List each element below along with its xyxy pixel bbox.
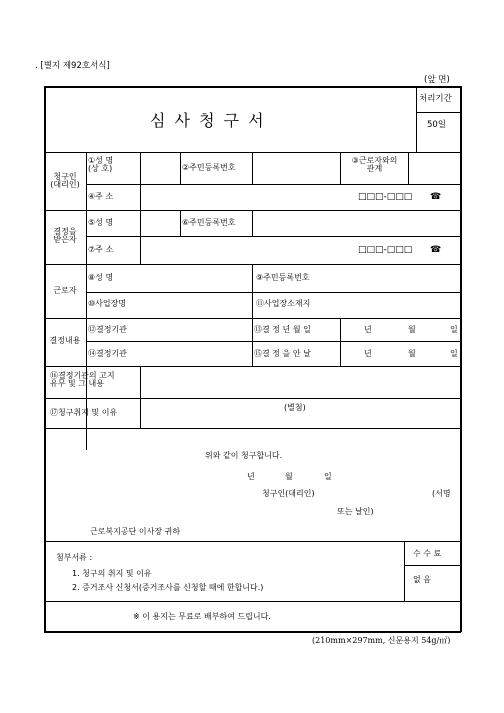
decision-group-label: 결정내용 [49, 336, 81, 345]
recipient-address-label: ⑦주 소 [88, 245, 114, 254]
claimant-relation-label: ③근로자와의 관계 [351, 156, 398, 174]
seal-note: 또는 날인) [337, 507, 374, 516]
month-label: 월 [408, 325, 416, 334]
date-month: 월 [285, 472, 293, 481]
page-side-label: (앞 면) [424, 75, 450, 85]
recipient-name-label: ⑤성 명 [88, 218, 114, 227]
processing-period-value: 50일 [427, 120, 447, 130]
month-label: 월 [408, 349, 416, 358]
statement-text: 위와 같이 청구합니다. [205, 451, 283, 460]
claimant-address-label: ④주 소 [88, 192, 114, 201]
form-title: 심 사 청 구 서 [150, 111, 266, 130]
year-label: 년 [364, 325, 372, 334]
form-reference: . [별지 제92호서식] [35, 61, 110, 71]
recipient-rrn-label: ⑥주민등록번호 [182, 218, 236, 227]
worker-rrn-label: ⑨주민등록번호 [256, 273, 310, 282]
free-distribution-note: ※ 이 용지는 무료로 배부하여 드립니다. [133, 612, 271, 621]
notice-label: ⑯결정기관의 고지 유무 및 그 내용 [50, 371, 115, 389]
claimant-group-label: 청구인 (대리인) [50, 172, 80, 190]
year-label: 년 [364, 349, 372, 358]
phone-icon: ☎ [430, 245, 442, 255]
processing-period-label: 처리기간 [419, 94, 452, 104]
claimant-rrn-label: ②주민등록번호 [182, 163, 236, 172]
attachments-title: 첨부서류 : [56, 553, 93, 562]
worker-name-label: ⑧성 명 [88, 273, 114, 282]
claimant-name-label: ①성 명 (상 호) [88, 156, 114, 174]
recipient-phone: □□□-□□□ [358, 245, 413, 255]
day-label: 일 [450, 349, 458, 358]
phone-icon: ☎ [430, 192, 442, 202]
purpose-label: ⑰청구취지 및 이유 [50, 408, 118, 417]
workplace-address-label: ⑪사업장소재지 [256, 299, 311, 308]
day-label: 일 [450, 325, 458, 334]
attachment-item-1: 1. 청구의 취지 및 이유 [72, 569, 152, 578]
attached-note: (별첨) [284, 403, 306, 412]
sign-mark: (서명 [432, 489, 451, 498]
claimant-phone: □□□-□□□ [358, 192, 413, 202]
paper-spec: (210mm×297mm, 신문용지 54g/㎡) [312, 636, 451, 645]
workplace-name-label: ⑩사업장명 [88, 299, 127, 308]
date-year: 년 [247, 472, 255, 481]
decision-org-label-2: ⑭결정기관 [88, 349, 127, 358]
addressee: 근로복지공단 이사장 귀하 [90, 527, 181, 536]
fee-value: 없 음 [413, 575, 431, 584]
attachment-item-2: 2. 증거조사 신청서(증거조사를 신청할 때에 한합니다.) [72, 583, 264, 592]
decision-date-label: ⑬결 정 년 월 일 [254, 325, 311, 334]
decision-org-label-1: ⑫결정기관 [88, 325, 127, 334]
date-day: 일 [324, 472, 332, 481]
fee-label: 수 수 료 [413, 549, 442, 558]
recipient-group-label: 결정을 받은자 [53, 227, 77, 245]
worker-group-label: 근로자 [53, 286, 77, 295]
decision-known-date-label: ⑮결 정 을 안 날 [254, 349, 311, 358]
signer-label: 청구인(대리인) [262, 489, 315, 498]
